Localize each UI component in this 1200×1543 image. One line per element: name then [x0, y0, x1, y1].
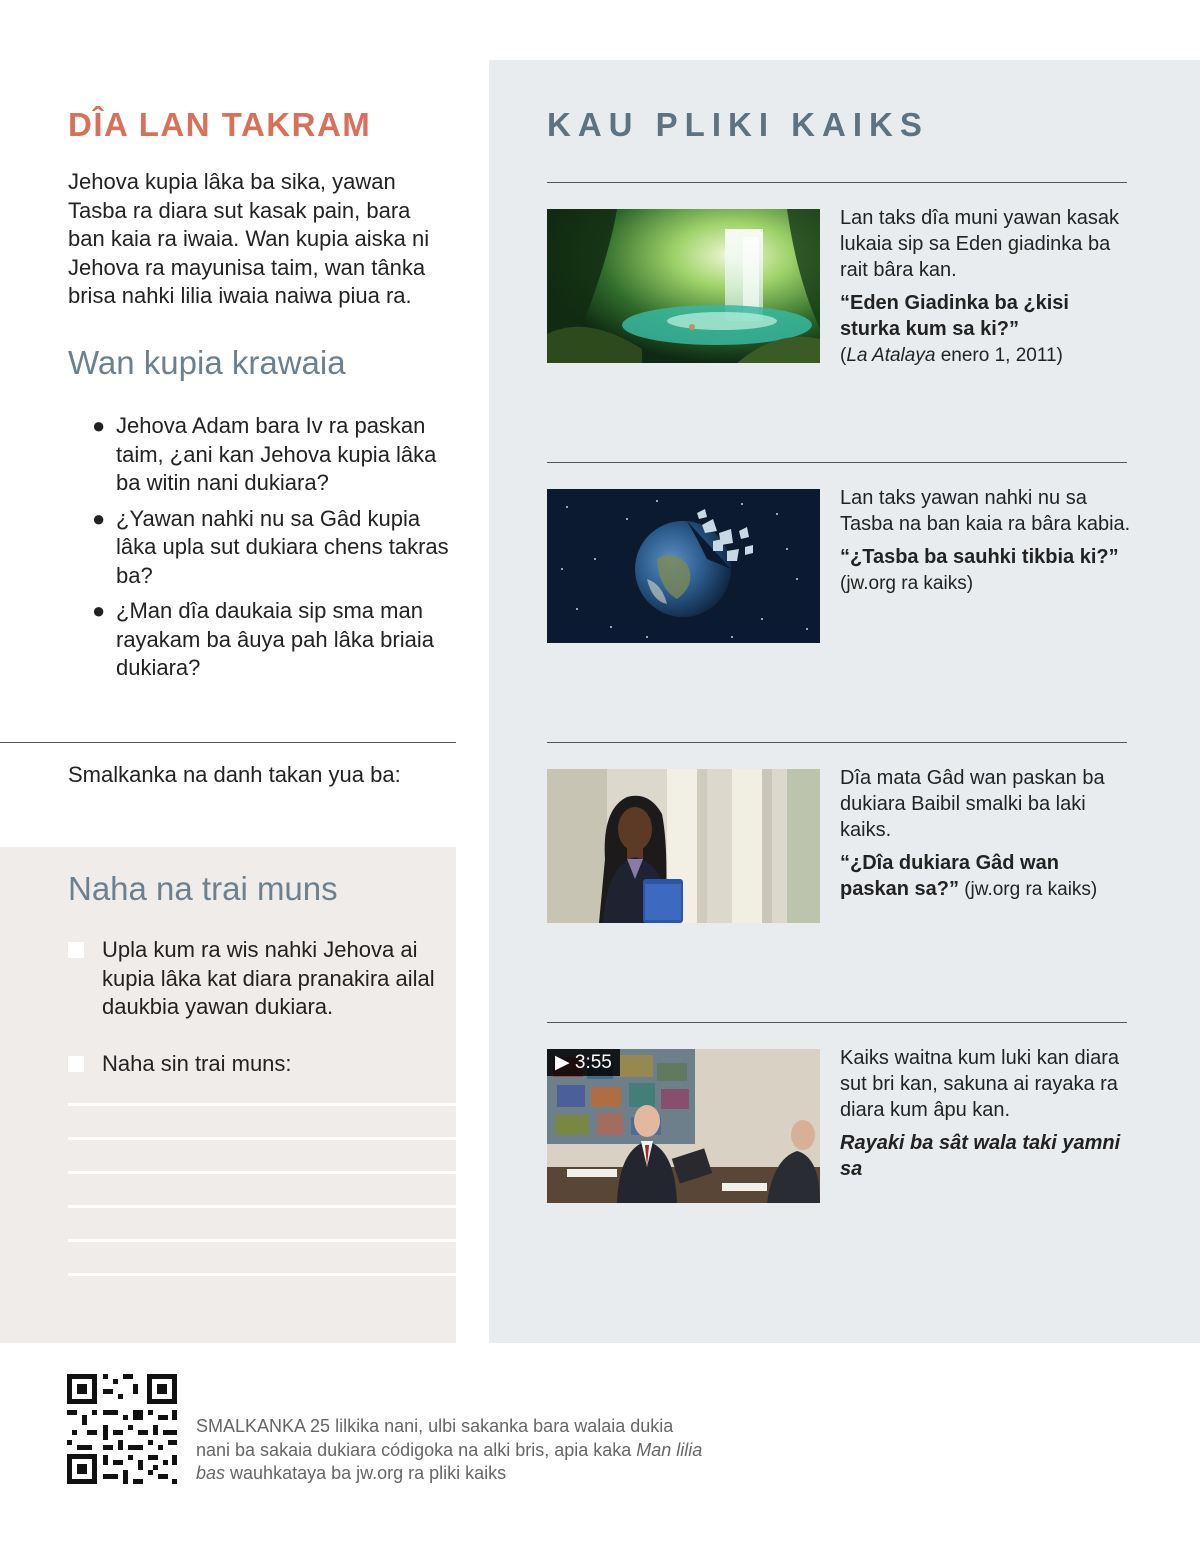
summary-text: Jehova kupia lâka ba sika, yawan Tasba ra diara sut kasak pain, bara ban kaia ra iwaia. Wan kupia aiska ni Jehova ra mayunisa taim, wan tânka brisa nahki lilia iwaia naiwa piua ra.: [68, 169, 430, 308]
recall-item: [92, 597, 462, 683]
writing-line[interactable]: [68, 1273, 456, 1276]
related-item-source: (jw.org ra kaiks): [958, 879, 1098, 900]
related-item-text: [840, 485, 1132, 597]
publication-date: enero 1, 2011): [935, 345, 1063, 366]
related-item-link[interactable]: “¿Tasba ba sauhki tikbia ki?”: [840, 546, 1119, 568]
publication-name: La Atalaya: [846, 345, 936, 366]
bullet-icon: ●: [92, 505, 106, 531]
summary-title: DÎA LAN TAKRAM: [68, 106, 372, 143]
related-item-source: (jw.org ra kaiks): [840, 573, 974, 594]
related-item-link[interactable]: “¿Dîa dukiara Gâd wan paskan sa?”: [840, 852, 1059, 900]
footer-text-part: SMALKANKA 25 lilkika nani, ulbi sakanka bara walaia dukia nani ba sakaia dukiara códigoka na alki bris, apia kaka: [196, 1416, 674, 1460]
notes-divider: [0, 742, 456, 743]
related-item-source: (La Atalaya enero 1, 2011): [840, 345, 1063, 366]
writing-line[interactable]: [68, 1103, 456, 1106]
related-item-text: [840, 1045, 1132, 1182]
recall-item: [92, 505, 462, 591]
checkbox[interactable]: [68, 1056, 84, 1072]
goal-checkbox-item: [68, 1050, 448, 1079]
recall-item-text: ¿Yawan nahki nu sa Gâd kupia lâka upla sut dukiara chens takras ba?: [116, 505, 449, 588]
related-item-desc: Lan taks dîa muni yawan kasak lukaia sip sa Eden giadinka ba rait bâra kan.: [840, 207, 1120, 281]
garden-waterfall-image[interactable]: [547, 209, 820, 363]
writing-line[interactable]: [68, 1171, 456, 1174]
shattered-earth-image[interactable]: [547, 489, 820, 643]
bullet-icon: ●: [92, 598, 106, 623]
related-item-link[interactable]: “Eden Giadinka ba ¿kisi sturka kum sa ki?”: [840, 292, 1069, 340]
goal-checkbox-item: [68, 936, 448, 1022]
related-divider: [547, 1022, 1127, 1023]
qr-code-icon[interactable]: [67, 1374, 177, 1484]
recall-item-text: Jehova Adam bara Iv ra paskan taim, ¿ani kan Jehova kupia lâka ba witin nani dukiara?: [116, 413, 437, 495]
related-divider: [547, 182, 1127, 183]
recall-list: [92, 412, 462, 690]
bullet-icon: ●: [92, 413, 106, 438]
related-item-desc: Dîa mata Gâd wan paskan ba dukiara Baibil smalki ba laki kaiks.: [840, 767, 1105, 841]
goal-title: Naha na trai muns: [68, 870, 338, 907]
woman-with-folder-image[interactable]: [547, 769, 820, 923]
footer-link-title[interactable]: Man lilia bas: [196, 1439, 703, 1483]
goal-item-text: Upla kum ra wis nahki Jehova ai kupia lâka kat diara pranakira ailal daukbia yawan dukiara.: [102, 937, 435, 1019]
meeting-video-image[interactable]: [547, 1049, 820, 1203]
related-item-text: [840, 205, 1132, 369]
video-duration-badge: ▶ 3:55: [547, 1049, 620, 1076]
checkbox[interactable]: [68, 942, 84, 958]
related-title: KAU PLIKI KAIKS: [547, 106, 929, 143]
writing-line[interactable]: [68, 1137, 456, 1140]
writing-line[interactable]: [68, 1205, 456, 1208]
related-item-desc: Kaiks waitna kum luki kan diara sut bri kan, sakuna ai rayaka ra diara kum âpu kan.: [840, 1047, 1120, 1121]
footer-text: [196, 1415, 706, 1486]
related-item-text: [840, 765, 1132, 903]
related-item-desc: Lan taks yawan nahki nu sa Tasba na ban kaia ra bâra kabia.: [840, 487, 1131, 535]
related-item-link[interactable]: Rayaki ba sât wala taki yamni sa: [840, 1132, 1121, 1180]
related-divider: [547, 742, 1127, 743]
recall-title: Wan kupia krawaia: [68, 344, 346, 381]
footer-text-part: wauhkataya ba jw.org ra pliki kaiks: [225, 1463, 507, 1483]
goal-box: [0, 847, 456, 1343]
goal-item-text: Naha sin trai muns:: [102, 1051, 292, 1076]
related-divider: [547, 462, 1127, 463]
writing-line[interactable]: [68, 1239, 456, 1242]
recall-item: [92, 412, 462, 498]
recall-item-text: ¿Man dîa daukaia sip sma man rayakam ba âuya pah lâka briaia dukiara?: [116, 598, 434, 680]
notes-label: Smalkanka na danh takan yua ba:: [68, 762, 401, 787]
